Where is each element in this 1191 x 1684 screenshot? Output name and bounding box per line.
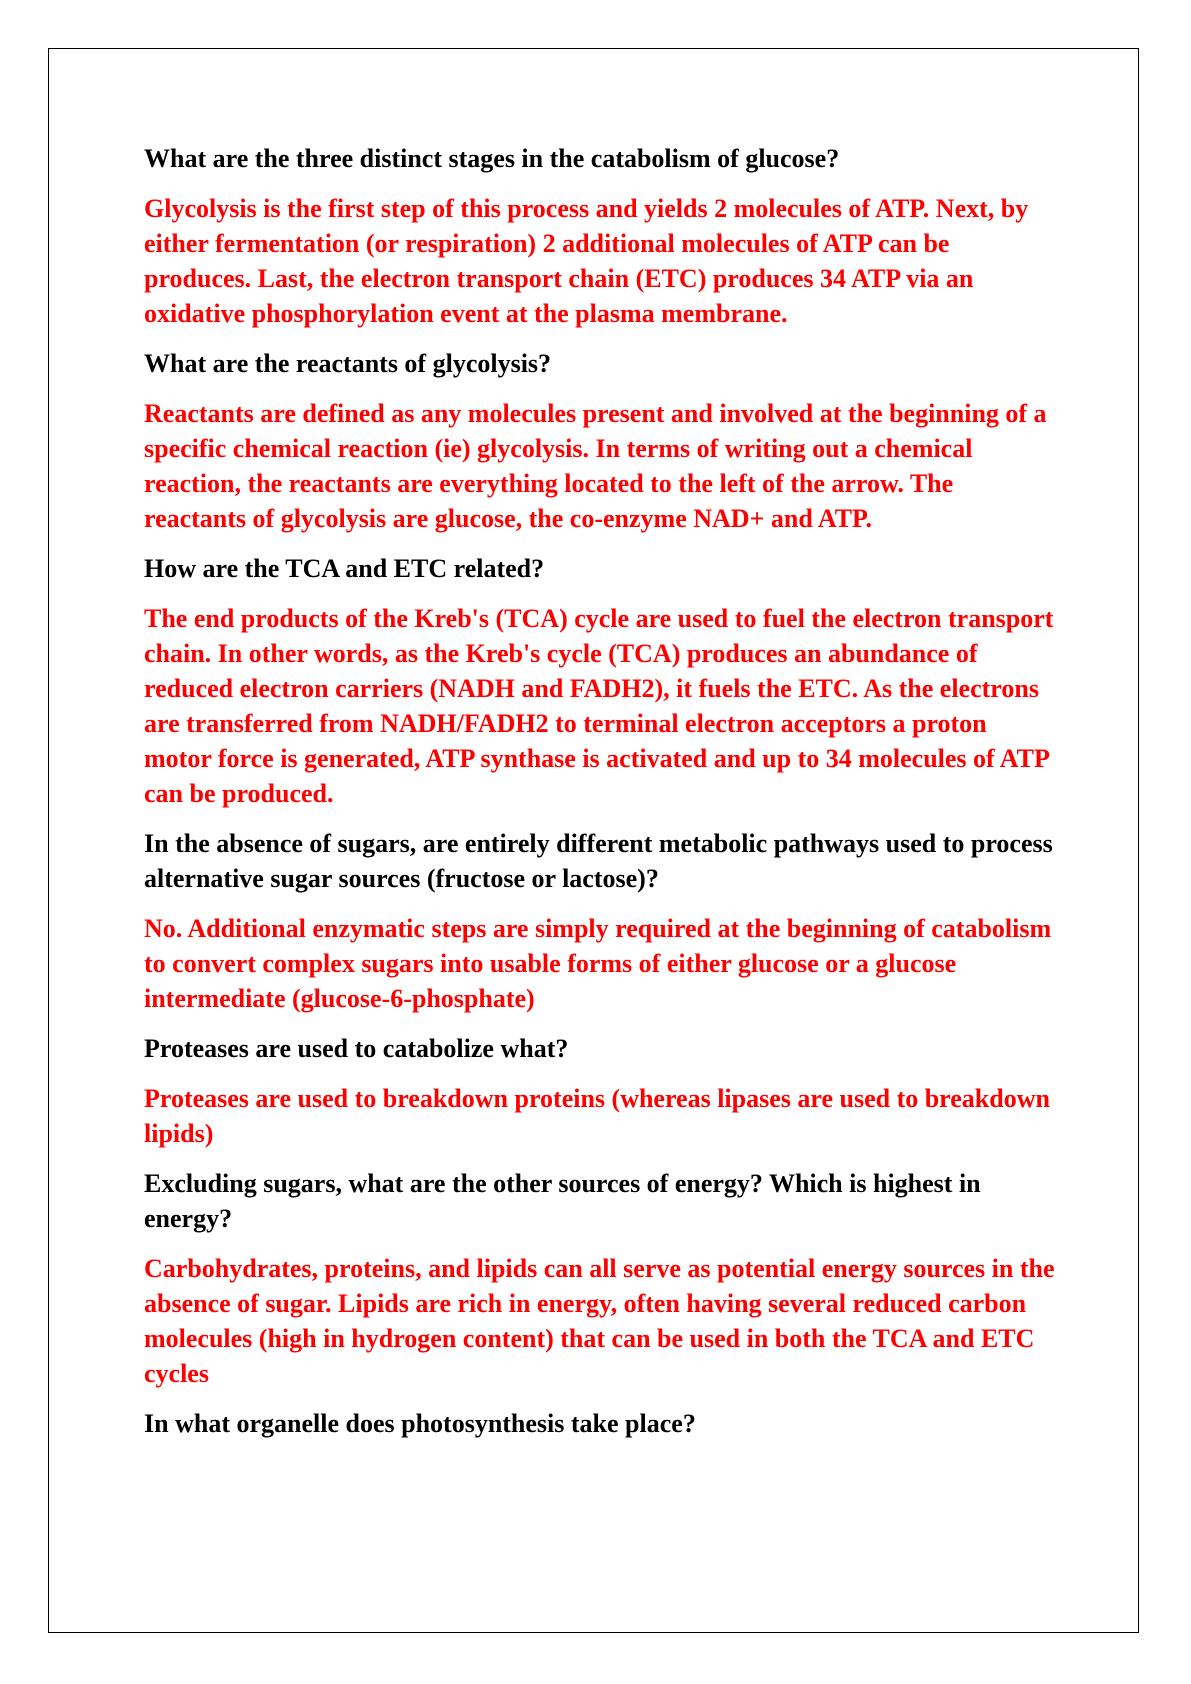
question-5: Proteases are used to catabolize what? <box>144 1034 569 1063</box>
question-1: What are the three distinct stages in the catabolism of glucose? <box>144 144 840 173</box>
answer-1: Glycolysis is the first step of this process and yields 2 molecules of ATP. Next, by either fermentation (or respiration) 2 additional molecules of ATP can be produces. Last, the electron transport chain (ETC) produces 34 ATP via an oxidative phosphorylation event at the plasma membrane. <box>144 194 1029 328</box>
question-7: In what organelle does photosynthesis take place? <box>144 1409 696 1438</box>
answer-6: Carbohydrates, proteins, and lipids can all serve as potential energy sources in the absence of sugar. Lipids are rich in energy, often having several reduced carbon molecules (high in hydrogen content) that can be used in both the TCA and ETC cycles <box>144 1254 1055 1388</box>
question-6: Excluding sugars, what are the other sources of energy? Which is highest in energy? <box>144 1169 981 1233</box>
document-body <box>144 141 1056 1456</box>
question-3: How are the TCA and ETC related? <box>144 554 545 583</box>
answer-4: No. Additional enzymatic steps are simply required at the beginning of catabolism to convert complex sugars into usable forms of either glucose or a glucose intermediate (glucose-6-phosphate) <box>144 914 1052 1013</box>
answer-2: Reactants are defined as any molecules present and involved at the beginning of a specific chemical reaction (ie) glycolysis. In terms of writing out a chemical reaction, the reactants are everything located to the left of the arrow. The reactants of glycolysis are glucose, the co-enzyme NAD+ and ATP. <box>144 399 1047 533</box>
question-4: In the absence of sugars, are entirely different metabolic pathways used to process alternative sugar sources (fructose or lactose)? <box>144 829 1053 893</box>
answer-3: The end products of the Kreb's (TCA) cycle are used to fuel the electron transport chain. In other words, as the Kreb's cycle (TCA) produces an abundance of reduced electron carriers (NADH and FADH2), it fuels the ETC. As the electrons are transferred from NADH/FADH2 to terminal electron acceptors a proton motor force is generated, ATP synthase is activated and up to 34 molecules of ATP can be produced. <box>144 604 1054 808</box>
answer-5: Proteases are used to breakdown proteins (whereas lipases are used to breakdown lipids) <box>144 1084 1050 1148</box>
question-2: What are the reactants of glycolysis? <box>144 349 552 378</box>
